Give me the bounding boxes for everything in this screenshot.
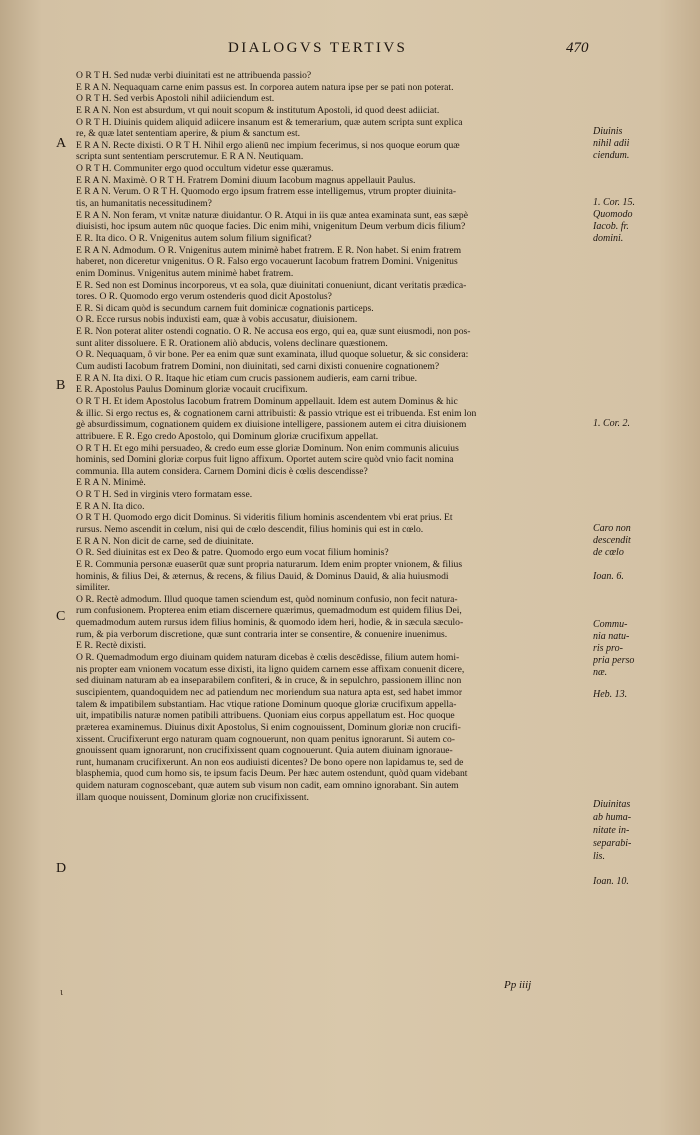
text-line: communia. Illa autem considera. Carnem Domini dicis è cœlis descendisse? xyxy=(76,465,368,477)
text-line: blasphemia, quod cum homo sis, te ipsum facis Deum. Per hæc autem ostendunt, quòd quam videbant xyxy=(76,768,468,780)
text-line: E R A N. Verum. O R T H. Quomodo ergo ipsum fratrem esse intelligemus, vtrum propter diuinita- xyxy=(76,186,457,198)
margin-note: ris pro- xyxy=(593,643,623,654)
text-line: O R T H. Sed nudæ verbi diuinitati est ne attribuenda passio? xyxy=(76,70,312,81)
text-line: similiter. xyxy=(76,582,110,594)
section-letter-d: D xyxy=(56,861,67,876)
body-text xyxy=(76,70,590,803)
text-line: E R A N. Non feram, vt vnitæ naturæ diuidantur. O R. Atqui in iis quæ antea examinata sunt, eas sæpè xyxy=(76,209,468,221)
text-line: E R. Rectè dixisti. xyxy=(76,640,147,652)
text-line: haberet, non diceretur vnigenitus. O R. Falso ergo vocauerunt Iacobum fratrem Domini. Vnigenitus xyxy=(76,256,458,268)
text-line: talem & impatibilem substantiam. Hac vtique ratione Dominum quoque gloriæ crucifixum appella- xyxy=(76,698,457,710)
signature-mark: Pp iiij xyxy=(504,979,532,991)
text-line: sunt aliter dissoluere. E R. Orationem aliò abducis, volens declinare quæstionem. xyxy=(76,337,388,349)
margin-note: Commu- xyxy=(593,619,628,630)
text-line: quemadmodum autem rursus idem filius hominis, & quomodo idem heri, hodie, & in sæcula sæculo- xyxy=(76,617,464,629)
margin-note: 1. Cor. 15. xyxy=(593,197,635,208)
text-line: & illic. Si ergo rectus es, & cognationem carni attribuisti: & passio vtrique est ei tribuenda. Est enim lon xyxy=(76,407,477,419)
text-line: E R. Communia personæ euaserūt quæ sunt propria naturarum. Idem enim propter vnionem, & filius xyxy=(76,558,463,570)
margin-note: Iacob. fr. xyxy=(593,221,629,232)
section-letter-a: A xyxy=(56,136,67,151)
margin-note: Heb. 13. xyxy=(593,689,628,700)
margin-note: Caro non xyxy=(593,523,631,534)
text-line: gnouissent quam ignorarunt, non crucifixissent quam cognouerunt. Quia autem diuinam ignoraue- xyxy=(76,745,453,757)
text-line: attribuere. E R. Ego credo Apostolo, qui Dominum gloriæ crucifixum appellat. xyxy=(76,430,379,442)
section-letter-c: C xyxy=(56,609,66,624)
margin-note: nitate in- xyxy=(593,825,630,836)
text-line: sed diuinam naturam ab ea inseparabilem confiteri, & in cruce, & in sepulchro, passionem illinc non xyxy=(76,675,462,687)
margin-note: de cœlo xyxy=(593,547,624,558)
text-line: diuisisti, hoc ipsum autem nūc quoque facies. Dic enim mihi, vnigenitum Deum verbum dicis filium? xyxy=(76,221,466,233)
text-line: E R. Si dicam quòd is secundum carnem fuit dominicæ cognationis particeps. xyxy=(76,302,374,314)
text-line: O R. Quemadmodum ergo diuinam quidem naturam dicebas è cœlis descēdisse, filium autem homi- xyxy=(76,652,460,664)
text-line: O R T H. Et idem Apostolus Iacobum fratrem Dominum appellauit. Idem est autem Dominus & hic xyxy=(76,395,458,407)
margin-note: ciendum. xyxy=(593,150,630,161)
margin-note: lis. xyxy=(593,851,605,862)
text-line: E R. Apostolus Paulus Dominum gloriæ vocauit crucifixum. xyxy=(76,384,308,396)
text-line: O R T H. Et ego mihi persuadeo, & credo eum esse gloriæ Dominum. Non enim communis alicuius xyxy=(76,442,459,454)
text-line: O R T H. Sed verbis Apostoli nihil adiiciendum est. xyxy=(76,93,275,105)
margin-note: nia natu- xyxy=(593,631,630,642)
margin-note: 1. Cor. 2. xyxy=(593,418,630,429)
text-line: gè absurdissimum, cognationem quidem ex diuisione intelligere, passionem autem ei citra diuisionem xyxy=(76,419,467,431)
margin-note: descendit xyxy=(593,535,631,546)
text-line: E R A N. Non est absurdum, vt qui nouit scopum & institutum Apostoli, id quod deest adiiciat. xyxy=(76,104,440,116)
text-line: enim Dominus. Vnigenitus autem minimè habet fratrem. xyxy=(76,267,294,279)
text-line: rursus. Nemo ascendit in cœlum, nisi qui de cœlo descendit, filius hominis qui est in cœlo. xyxy=(76,523,424,535)
text-line: E R A N. Admodum. O R. Vnigenitus autem minimè habet fratrem. E R. Non habet. Si enim fratrem xyxy=(76,244,462,256)
page-number: 470 xyxy=(566,40,589,56)
text-line: E R. Ita dico. O R. Vnigenitus autem solum filium significat? xyxy=(76,232,312,244)
text-line: uit, impatibilis naturæ nomen patibili attribuens. Quoniam eius corpus appellatum est. Hoc quoque xyxy=(76,710,455,722)
text-line: tis, an humanitatis necessitudinem? xyxy=(76,198,212,210)
text-line: re, & quæ latet sententiam aperire, & pium & sanctum est. xyxy=(76,128,301,140)
text-line: E R. Sed non est Dominus incorporeus, vt ea sola, quæ diuinitati conueniunt, dicant veritatis prædica- xyxy=(76,279,467,291)
text-line: nis propter eam vnionem vocatum esse dixisti, ita ligno quidem carnem esse affixam conuenit dicere, xyxy=(76,663,465,675)
margin-note: Ioan. 6. xyxy=(593,571,624,582)
text-line: O R T H. Diuinis quidem aliquid adiicere insanum est & temerarium, quæ autem scripta sunt explica xyxy=(76,116,463,128)
text-line: suscipientem, quandoquidem nec ad patiendum nec moriendum sua natura apta est, sed habet immor xyxy=(76,686,463,698)
margin-note: næ. xyxy=(593,667,608,678)
text-line: runt, humanam crucifixerunt. An non eos audiuisti dicentes? De bono opere non lapidamus te, sed de xyxy=(76,756,464,768)
text-line: quidem naturam cognoscebant, quæ autem sub visum non cadit, eam omnino ignorabant. Sin autem xyxy=(76,780,459,792)
text-line: O R T H. Sed in virginis vtero formatam esse. xyxy=(76,489,253,501)
margin-note: pria perso xyxy=(593,655,635,666)
text-line: O R. Rectè admodum. Illud quoque tamen sciendum est, quòd nominum confusio, non fecit natura- xyxy=(76,593,458,605)
text-line: E R A N. Recte dixisti. O R T H. Nihil ergo alienū nec impium fecerimus, si nos quoque eorum quæ xyxy=(76,139,460,151)
text-line: rum, & pia verborum discretione, quæ sunt contraria inter se consentire, & conuenire inuenimus. xyxy=(76,628,448,640)
text-line: O R. Ecce rursus nobis induxisti eam, quæ à vobis accusatur, diuisionem. xyxy=(76,314,358,326)
margin-note: nihil adii xyxy=(593,138,630,149)
text-line: xissent. Crucifixerunt ergo naturam quam cognouerunt, non quam penitus ignorarunt. Si autem co- xyxy=(76,733,455,745)
text-line: Cum audisti Iacobum fratrem Domini, non diuinitati, sed carni dixisti conuenire cognationem? xyxy=(76,361,440,373)
margin-note: Diuinis xyxy=(593,126,623,137)
margin-note: Diuinitas xyxy=(593,799,631,810)
text-line: scripta sunt sententiam perscrutemur. E R A N. Neutiquam. xyxy=(76,151,304,163)
text-line: E R A N. Ita dixi. O R. Itaque hic etiam cum crucis passionem audieris, eam carni tribue. xyxy=(76,372,418,384)
text-line: E R A N. Minimè. xyxy=(76,477,146,489)
text-line: hominis, & filius Dei, & æternus, & recens, & filius Dauid, & Dominus Dauid, & alia huiusmodi xyxy=(76,570,449,582)
margin-note: domini. xyxy=(593,233,624,244)
text-line: E R A N. Nequaquam carne enim passus est. In corporea autem natura ipse per se pati non poterat. xyxy=(76,81,454,93)
ink-mark: ɩ xyxy=(60,986,63,998)
text-line: hominis, sed Domini gloriæ corpus fuit ligno affixum. Oportet autem scire quòd vnio facit nomina xyxy=(76,454,454,466)
section-letter-b: B xyxy=(56,378,66,393)
text-line: O R T H. Quomodo ergo dicit Dominus. Si videritis filium hominis ascendentem vbi erat prius. Et xyxy=(76,512,453,524)
text-line: O R. Nequaquam, ô vir bone. Per ea enim quæ sunt examinata, illud quoque soluetur, & sic considera: xyxy=(76,349,469,361)
margin-note: ab huma- xyxy=(593,812,632,823)
text-line: rum confusionem. Propterea enim etiam discernere quærimus, quemadmodum est quidem filius Dei, xyxy=(76,605,462,617)
text-line: E R. Non poterat aliter ostendi cognatio. O R. Ne accusa eos ergo, qui ea, quæ sunt eiusmodi, non pos- xyxy=(76,326,471,338)
text-line: O R T H. Communiter ergo quod occultum videtur esse quæramus. xyxy=(76,163,334,175)
text-line: E R A N. Ita dico. xyxy=(76,500,145,512)
text-line: E R A N. Non dicit de carne, sed de diuinitate. xyxy=(76,535,254,547)
running-head: DIALOGVS TERTIVS xyxy=(228,40,408,56)
text-line: O R. Sed diuinitas est ex Deo & patre. Quomodo ergo eum vocat filium hominis? xyxy=(76,547,389,559)
margin-note: separabi- xyxy=(593,838,632,849)
margin-note: Quomodo xyxy=(593,209,633,220)
text-line: tores. O R. Quomodo ergo verum ostenderis quod dicit Apostolus? xyxy=(76,291,332,303)
text-line: illam quoque nouissent, Dominum gloriæ non crucifixissent. xyxy=(76,791,309,803)
margin-note: Ioan. 10. xyxy=(593,876,629,887)
text-line: E R A N. Maximè. O R T H. Fratrem Domini diuum Iacobum magnus appellauit Paulus. xyxy=(76,174,416,186)
text-line: præterea examinemus. Diuinus dixit Apostolus, Si enim cognouissent, Dominum gloriæ non crucifi- xyxy=(76,721,461,733)
